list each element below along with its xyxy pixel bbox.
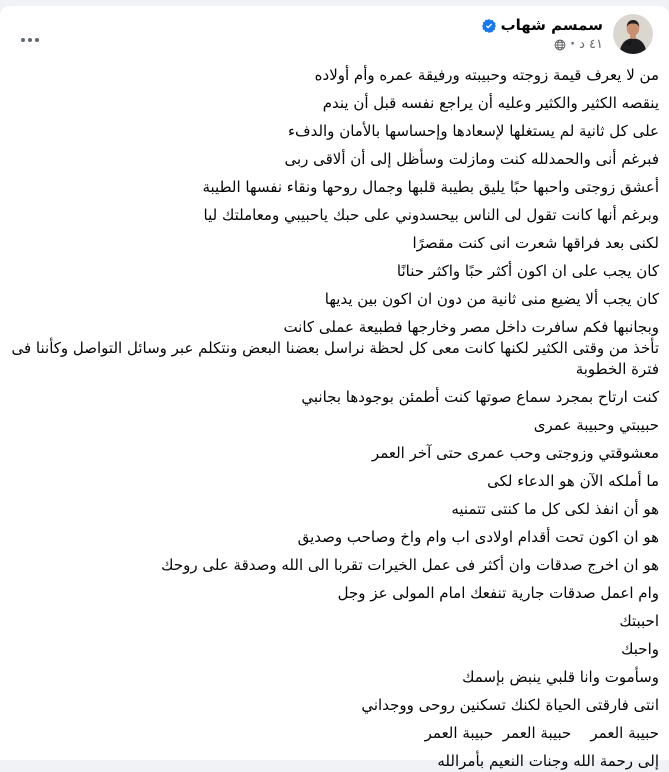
- post-line: احببتك: [619, 612, 659, 630]
- post-header-meta: [482, 14, 603, 53]
- post-line: ما أملكه الآن هو الدعاء لكى: [487, 472, 659, 490]
- author-name[interactable]: سمسم شهاب: [500, 16, 603, 34]
- timestamp[interactable]: ٤١ د: [579, 37, 603, 52]
- post-line: إلى رحمة الله وجنات النعيم بأمرالله: [437, 752, 659, 770]
- post-line: على كل ثانية لم يستغلها لإسعادها وإحساسها بالأمان والدفء: [287, 122, 659, 140]
- meta-separator: ·: [570, 37, 576, 52]
- post-line: انتى فارقتى الحياة لكنك تسكنين روحى ووجداني: [361, 696, 659, 714]
- post-card: [0, 6, 669, 770]
- post-line: معشوقتي وزوجتى وحب عمرى حتى آخر العمر: [371, 444, 659, 462]
- post-line: واحبك: [621, 640, 659, 658]
- post-line: حبيبة العمر حبيبة العمر حبيبة العمر: [424, 724, 659, 742]
- post-meta-row: [482, 36, 603, 53]
- post-line: هو ان اخرج صدقات وان أكثر فى عمل الخيرات تقربا الى الله وصدقة على روحك: [161, 556, 659, 574]
- avatar[interactable]: [613, 14, 653, 54]
- post-line: كان يجب ألا يضيع منى ثانية من دون ان اكون بين يديها: [324, 290, 659, 308]
- globe-icon: [554, 39, 566, 51]
- post-line: فترة الخطوبة: [575, 360, 659, 378]
- more-options-button[interactable]: [14, 28, 46, 52]
- post-line: كان يجب على ان اكون أكثر حبًا واكثر حنانًا: [396, 262, 659, 280]
- post-header: [0, 6, 669, 54]
- post-line: كنت ارتاح بمجرد سماع صوتها كنت أطمئن بوجودها بجانبي: [301, 388, 659, 406]
- post-line: هو ان اكون تحت أقدام اولادى اب وام واخ وصاحب وصديق: [297, 528, 659, 546]
- post-line: أعشق زوجتى واحبها حبًا يليق بطيبة قلبها وجمال روحها ونقاء نفسها الطيبة: [202, 178, 659, 196]
- post-line: من لا يعرف قيمة زوجته وحبيبته ورفيقة عمره وأم أولاده: [314, 66, 659, 84]
- post-line: وبرغم أنها كانت تقول لى الناس بيحسدوني على حبك ياحبيبي ومعاملتك ليا: [203, 206, 659, 224]
- post-line: وبجانبها فكم سافرت داخل مصر وخارجها فطبيعة عملى كانت: [283, 318, 659, 336]
- post-line: ينقصه الكثير والكثير وعليه أن يراجع نفسه قبل أن يندم: [322, 94, 659, 112]
- ellipsis-icon: [20, 37, 40, 43]
- post-text: [0, 54, 669, 772]
- post-line: فبرغم أنى والحمدلله كنت ومازلت وسأظل إلى أن ألاقى ربى: [284, 150, 659, 168]
- avatar-image: [613, 14, 653, 54]
- post-line: لكنى بعد فراقها شعرت انى كنت مقصرًا: [412, 234, 659, 252]
- post-line: وسأموت وانا قلبي ينبض بإسمك: [462, 668, 659, 686]
- author-name-row: [482, 16, 603, 35]
- post-line: تأخذ من وقتى الكثير لكنها كانت معى كل لحظة نراسل بعضنا البعض ونتكلم عبر وسائل التواصل وكأننا فى: [11, 339, 659, 357]
- post-line: وام اعمل صدقات جارية تنفعك امام المولى عز وجل: [337, 584, 659, 602]
- post-line: حبيبتي وحبيبة عمرى: [533, 416, 659, 434]
- post-line: هو أن انفذ لكى كل ما كنتى تتمنيه: [451, 500, 659, 518]
- verified-badge-icon: [482, 19, 496, 33]
